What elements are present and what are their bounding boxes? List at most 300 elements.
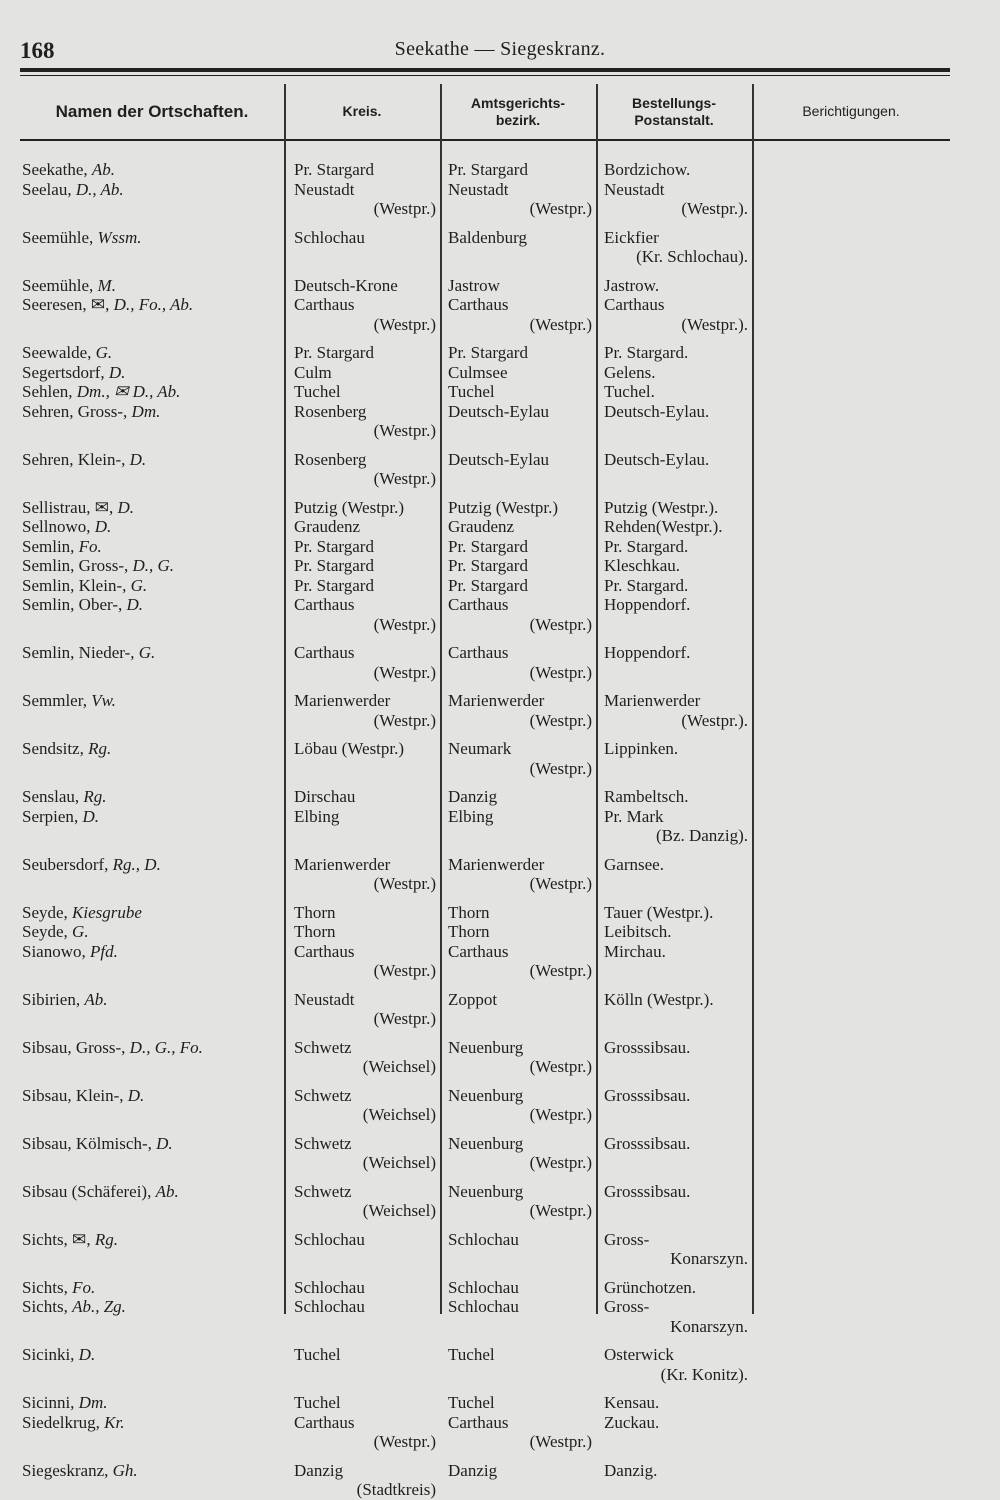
kreis-cell-line: Löbau (Westpr.) xyxy=(294,739,405,758)
postanstalt-cell xyxy=(596,787,752,807)
amtsgericht-cell xyxy=(440,595,596,634)
amtsgericht-cell xyxy=(440,855,596,894)
amtsgericht-cell xyxy=(440,343,596,363)
place-name: Sibsau, Kölmisch- xyxy=(22,1133,148,1153)
place-name: Sichts xyxy=(22,1297,64,1316)
postanstalt-cell-line: Gross- xyxy=(604,1229,650,1249)
postanstalt-cell xyxy=(596,1182,752,1221)
postanstalt-cell xyxy=(596,922,752,942)
place-type: D. xyxy=(82,806,99,826)
amtsgericht-cell-line: Danzig xyxy=(448,1460,498,1480)
postanstalt-cell-line: Konarszyn. xyxy=(670,1316,748,1336)
place-name: Sibsau, Klein- xyxy=(22,1085,120,1105)
amtsgericht-cell-line: (Westpr.) xyxy=(529,1432,592,1451)
place-type: Pfd. xyxy=(90,941,118,961)
amtsgericht-cell-line: Neumark xyxy=(448,739,512,758)
kreis-cell-line: Putzig (Westpr.) xyxy=(294,497,405,517)
postanstalt-cell xyxy=(596,807,752,846)
table-row xyxy=(0,1182,1000,1221)
name-separator: , xyxy=(124,556,133,575)
kreis-cell-line: Carthaus xyxy=(294,295,355,314)
place-name: Seekathe xyxy=(22,160,84,179)
name-separator: , xyxy=(74,787,84,806)
kreis-cell-line: (Westpr.) xyxy=(373,710,436,730)
place-type: M. xyxy=(97,275,116,295)
place-name: Siedelkrug xyxy=(22,1412,96,1432)
amtsgericht-cell xyxy=(440,276,596,296)
place-name: Seelau xyxy=(22,179,68,199)
table-row xyxy=(0,990,1000,1029)
postanstalt-cell-line: Rambeltsch. xyxy=(604,787,689,806)
place-name-cell xyxy=(0,1182,284,1221)
place-name: Sianowo xyxy=(22,941,82,961)
postanstalt-cell xyxy=(596,990,752,1029)
kreis-cell-line: Danzig xyxy=(294,1460,344,1480)
kreis-cell xyxy=(284,180,440,219)
amtsgericht-cell-line: Tuchel xyxy=(448,382,495,401)
kreis-cell xyxy=(284,1393,440,1413)
kreis-cell xyxy=(284,855,440,894)
place-name: Sehlen xyxy=(22,382,69,401)
kreis-cell-line: (Westpr.) xyxy=(373,662,436,682)
table-row xyxy=(0,537,1000,557)
place-type: Rg. xyxy=(94,1229,118,1249)
table-row xyxy=(0,295,1000,334)
amtsgericht-cell xyxy=(440,450,596,489)
place-name: Semlin xyxy=(22,536,71,556)
name-separator: , xyxy=(86,1229,95,1249)
place-type: Ab. xyxy=(84,989,108,1009)
kreis-cell xyxy=(284,295,440,334)
kreis-cell-line: (Weichsel) xyxy=(362,1153,436,1172)
place-type: Dm., ✉ D., Ab. xyxy=(76,382,181,401)
table-row xyxy=(0,160,1000,180)
postanstalt-cell-line: Eickfier xyxy=(604,227,659,247)
place-type: D. xyxy=(117,497,134,517)
postanstalt-cell-line: Deutsch-Eylau. xyxy=(604,401,710,421)
name-separator: , xyxy=(105,295,114,314)
place-name: Sibsau, Gross- xyxy=(22,1037,122,1057)
postanstalt-cell xyxy=(596,1134,752,1173)
table-row xyxy=(0,180,1000,219)
name-separator: , xyxy=(73,806,83,826)
place-name: Seyde xyxy=(22,922,64,941)
place-name: Seubersdorf xyxy=(22,854,105,874)
names-header-label: Namen der Ortschaften. xyxy=(55,102,249,121)
name-separator: , xyxy=(122,575,131,595)
postanstalt-cell xyxy=(596,180,752,219)
kreis-cell xyxy=(284,1230,440,1269)
kreis-cell xyxy=(284,990,440,1029)
amtsgericht-cell xyxy=(440,517,596,537)
amtsgericht-cell-line: (Westpr.) xyxy=(529,1057,592,1076)
place-name: Siegeskranz xyxy=(22,1460,105,1480)
place-name-cell xyxy=(0,595,284,634)
place-name: Sibirien xyxy=(22,989,76,1009)
kreis-cell-line: Tuchel xyxy=(294,1345,341,1364)
postanstalt-cell-line: (Bz. Danzig). xyxy=(655,826,748,845)
name-separator: , xyxy=(108,497,118,517)
postanstalt-cell xyxy=(596,1345,752,1384)
kreis-cell-line: Tuchel xyxy=(294,382,341,401)
amtsgericht-cell-line: Elbing xyxy=(448,806,494,826)
kreis-cell-line: (Westpr.) xyxy=(373,469,436,488)
name-separator: , xyxy=(68,382,77,401)
table-row xyxy=(0,787,1000,807)
place-name: Semlin, Nieder- xyxy=(22,643,131,662)
postanstalt-cell-line: Kölln (Westpr.). xyxy=(604,989,714,1009)
amtsgericht-cell-line: Pr. Stargard xyxy=(448,343,528,362)
table-row xyxy=(0,363,1000,383)
amtsgericht-cell xyxy=(440,807,596,846)
place-name: Senslau xyxy=(22,787,75,806)
amtsgericht-cell-line: Deutsch-Eylau xyxy=(448,401,550,421)
postanstalt-cell-line: (Westpr.). xyxy=(681,314,748,334)
postanstalt-cell xyxy=(596,739,752,778)
postanstalt-cell xyxy=(596,450,752,489)
kreis-cell xyxy=(284,1134,440,1173)
postanstalt-cell-line: Danzig. xyxy=(604,1460,658,1480)
name-separator: , xyxy=(123,401,132,421)
place-name-cell xyxy=(0,1086,284,1125)
kreis-cell-line: Rosenberg xyxy=(294,449,367,469)
running-title: Seekathe — Siegeskranz. xyxy=(394,38,606,60)
postanstalt-cell xyxy=(596,903,752,923)
kreis-cell xyxy=(284,595,440,634)
postanstalt-cell xyxy=(596,295,752,334)
place-type: D., G. xyxy=(132,556,175,575)
amtsgericht-cell-line: Putzig (Westpr.) xyxy=(448,497,559,517)
postanstalt-cell xyxy=(596,343,752,363)
place-name-cell xyxy=(0,1393,284,1413)
place-name: Serpien xyxy=(22,806,74,826)
postanstalt-cell-line: Tauer (Westpr.). xyxy=(604,902,714,922)
name-separator: , xyxy=(79,739,89,758)
postanstalt-cell xyxy=(596,855,752,894)
column-header-amtsgericht xyxy=(440,84,596,139)
amtsgericht-cell-line: Pr. Stargard xyxy=(448,160,528,179)
place-name: Semlin, Ober- xyxy=(22,595,118,614)
place-type: Rg. xyxy=(83,787,107,806)
kreis-cell xyxy=(284,450,440,489)
place-type: Dm. xyxy=(78,1393,108,1412)
postanstalt-cell-line: Rehden(Westpr.). xyxy=(604,517,723,536)
table-row xyxy=(0,1413,1000,1452)
place-type: Rg. xyxy=(88,739,112,758)
postanstalt-cell-line: (Kr. Schlochau). xyxy=(636,247,748,266)
postanstalt-cell-line: Grünchotzen. xyxy=(604,1277,697,1297)
kreis-cell xyxy=(284,276,440,296)
kreis-cell xyxy=(284,556,440,576)
place-name-cell xyxy=(0,922,284,942)
amtsgericht-cell-line: Graudenz xyxy=(448,517,515,536)
place-name: Seeresen, ✉ xyxy=(22,295,106,314)
postanstalt-cell-line: Pr. Stargard. xyxy=(604,343,689,362)
place-type: Ab., Zg. xyxy=(72,1297,126,1316)
amtsgericht-cell xyxy=(440,1413,596,1452)
amtsgericht-cell-line: Marienwerder xyxy=(448,854,545,874)
postanstalt-cell xyxy=(596,1038,752,1077)
amtsgericht-cell-line: Neuenburg xyxy=(448,1181,524,1201)
place-type: Vw. xyxy=(91,691,116,710)
amtsgericht-cell xyxy=(440,1038,596,1077)
place-name-cell xyxy=(0,942,284,981)
amtsgericht-cell xyxy=(440,1345,596,1384)
table-row xyxy=(0,691,1000,730)
name-separator: , xyxy=(104,1460,113,1480)
amtsgericht-cell xyxy=(440,576,596,596)
postanstalt-cell-line: Carthaus xyxy=(604,295,665,314)
kreis-cell-line: Carthaus xyxy=(294,1412,355,1432)
post-header-line2: Postanstalt. xyxy=(634,111,714,128)
place-name-cell xyxy=(0,903,284,923)
amts-header-line1: Amtsgerichts- xyxy=(470,94,566,111)
name-separator: , xyxy=(119,1085,128,1105)
kreis-cell-line: Graudenz xyxy=(294,517,361,536)
amtsgericht-cell xyxy=(440,537,596,557)
kreis-cell xyxy=(284,1345,440,1384)
directory-table-body xyxy=(0,160,1000,1500)
postanstalt-cell-line: Pr. Stargard. xyxy=(604,536,689,556)
postanstalt-cell-line: Marienwerder xyxy=(604,691,701,710)
kreis-cell-line: (Westpr.) xyxy=(373,1009,436,1028)
place-name: Sendsitz xyxy=(22,739,80,758)
amtsgericht-cell xyxy=(440,691,596,730)
place-name: Semlin, Gross- xyxy=(22,556,124,575)
place-type: Kr. xyxy=(104,1412,125,1432)
kreis-cell-line: Rosenberg xyxy=(294,401,367,421)
table-row xyxy=(0,595,1000,634)
kreis-cell-line: Neustadt xyxy=(294,179,355,199)
amtsgericht-cell-line: Carthaus xyxy=(448,595,509,614)
place-name-cell xyxy=(0,807,284,846)
postanstalt-cell-line: Neustadt xyxy=(604,179,665,199)
amtsgericht-cell xyxy=(440,1393,596,1413)
name-separator: , xyxy=(63,902,73,922)
kreis-cell-line: Tuchel xyxy=(294,1393,341,1412)
postanstalt-cell xyxy=(596,228,752,267)
amtsgericht-cell-line: (Westpr.) xyxy=(529,1153,592,1172)
kreis-cell xyxy=(284,903,440,923)
postanstalt-cell xyxy=(596,595,752,634)
postanstalt-cell-line: Gelens. xyxy=(604,362,656,382)
kreis-cell-line: Dirschau xyxy=(294,787,356,806)
amtsgericht-cell-line: Thorn xyxy=(448,902,490,922)
table-row xyxy=(0,343,1000,363)
kreis-cell xyxy=(284,576,440,596)
place-name: Semlin, Klein- xyxy=(22,575,123,595)
kreis-cell-line: Schwetz xyxy=(294,1037,352,1057)
table-row xyxy=(0,855,1000,894)
postanstalt-cell-line: Bordzichow. xyxy=(604,160,691,179)
table-row xyxy=(0,276,1000,296)
amtsgericht-cell-line: Pr. Stargard xyxy=(448,575,528,595)
amtsgericht-cell-line: Thorn xyxy=(448,922,490,941)
postanstalt-cell-line: Deutsch-Eylau. xyxy=(604,449,710,469)
amtsgericht-cell xyxy=(440,1461,596,1500)
top-thin-rule xyxy=(20,75,950,76)
name-separator: , xyxy=(147,1133,157,1153)
ber-header-label: Berichtigungen. xyxy=(802,103,900,119)
name-separator: , xyxy=(95,1412,105,1432)
place-type: Dm. xyxy=(131,401,161,421)
amtsgericht-cell-line: Deutsch-Eylau xyxy=(448,449,550,469)
kreis-cell xyxy=(284,1086,440,1125)
amtsgericht-cell xyxy=(440,160,596,180)
postanstalt-cell-line: Pr. Stargard. xyxy=(604,575,689,595)
name-separator: , xyxy=(70,536,79,556)
amtsgericht-cell-line: (Westpr.) xyxy=(529,662,592,682)
amtsgericht-cell xyxy=(440,922,596,942)
amtsgericht-cell-line: Schlochau xyxy=(448,1297,519,1316)
postanstalt-cell-line: Konarszyn. xyxy=(670,1249,748,1268)
kreis-cell-line: Pr. Stargard xyxy=(294,343,374,362)
name-separator: , xyxy=(63,1297,73,1316)
place-name-cell xyxy=(0,295,284,334)
column-header-berichtigungen xyxy=(752,84,950,139)
postanstalt-cell-line: Putzig (Westpr.). xyxy=(604,497,719,517)
place-type: Kiesgrube xyxy=(72,902,142,922)
table-row xyxy=(0,576,1000,596)
kreis-cell xyxy=(284,787,440,807)
place-name: Sicinki xyxy=(22,1345,71,1364)
kreis-cell-line: (Westpr.) xyxy=(373,874,436,893)
kreis-cell-line: (Westpr.) xyxy=(373,314,436,334)
table-row xyxy=(0,402,1000,441)
kreis-cell xyxy=(284,739,440,778)
amtsgericht-cell xyxy=(440,1086,596,1125)
table-row xyxy=(0,517,1000,537)
postanstalt-cell-line: Kensau. xyxy=(604,1393,660,1412)
postanstalt-cell xyxy=(596,643,752,682)
amts-header-line2: bezirk. xyxy=(495,111,541,128)
amtsgericht-cell-line: Pr. Stargard xyxy=(448,556,528,575)
kreis-cell xyxy=(284,922,440,942)
place-name-cell xyxy=(0,556,284,576)
place-name-cell xyxy=(0,787,284,807)
table-row xyxy=(0,228,1000,267)
kreis-cell-line: Pr. Stargard xyxy=(294,575,374,595)
table-row xyxy=(0,643,1000,682)
kreis-cell-line: (Westpr.) xyxy=(373,614,436,634)
amtsgericht-cell-line: (Westpr.) xyxy=(529,614,592,634)
column-header-postanstalt xyxy=(596,84,752,139)
postanstalt-cell xyxy=(596,1230,752,1269)
amtsgericht-cell xyxy=(440,1134,596,1173)
table-row xyxy=(0,1230,1000,1269)
amtsgericht-cell xyxy=(440,787,596,807)
place-name: Sicinni xyxy=(22,1393,71,1412)
place-name-cell xyxy=(0,1134,284,1173)
amtsgericht-cell-line: Pr. Stargard xyxy=(448,536,528,556)
amtsgericht-cell-line: Carthaus xyxy=(448,941,509,961)
place-name-cell xyxy=(0,382,284,402)
postanstalt-cell xyxy=(596,276,752,296)
amtsgericht-cell xyxy=(440,739,596,778)
place-name-cell xyxy=(0,498,284,518)
amtsgericht-cell xyxy=(440,180,596,219)
amtsgericht-cell-line: Danzig xyxy=(448,787,498,806)
kreis-cell-line: (Weichsel) xyxy=(362,1057,436,1076)
place-name: Sehren, Klein- xyxy=(22,449,122,469)
amtsgericht-cell xyxy=(440,1278,596,1298)
postanstalt-cell-line: Lippinken. xyxy=(604,739,679,758)
kreis-cell-line: Schlochau xyxy=(294,1277,365,1297)
amtsgericht-cell-line: Carthaus xyxy=(448,295,509,314)
postanstalt-cell xyxy=(596,517,752,537)
post-header-line1: Bestellungs- xyxy=(631,94,716,111)
postanstalt-cell xyxy=(596,537,752,557)
place-type: D., Ab. xyxy=(75,179,124,199)
amtsgericht-cell xyxy=(440,942,596,981)
place-name: Sichts xyxy=(22,1277,64,1297)
place-type: D. xyxy=(127,1085,145,1105)
postanstalt-cell-line: Zuckau. xyxy=(604,1412,660,1432)
kreis-cell xyxy=(284,382,440,402)
amtsgericht-cell-line: (Westpr.) xyxy=(529,710,592,730)
name-separator: , xyxy=(89,275,98,295)
table-row xyxy=(0,1461,1000,1500)
place-name-cell xyxy=(0,1230,284,1269)
postanstalt-cell-line: (Westpr.). xyxy=(681,710,748,730)
place-name: Sichts, ✉ xyxy=(22,1229,87,1249)
amtsgericht-cell xyxy=(440,990,596,1029)
postanstalt-cell xyxy=(596,576,752,596)
place-type: D. xyxy=(108,362,126,382)
postanstalt-cell-line: (Westpr.). xyxy=(681,199,748,218)
place-type: G. xyxy=(72,922,89,941)
amtsgericht-cell-line: (Westpr.) xyxy=(529,199,592,218)
postanstalt-cell-line: Kleschkau. xyxy=(604,556,681,575)
amtsgericht-cell xyxy=(440,643,596,682)
kreis-cell xyxy=(284,402,440,441)
postanstalt-cell-line: (Kr. Konitz). xyxy=(660,1364,748,1384)
table-row xyxy=(0,498,1000,518)
kreis-cell-line: Pr. Stargard xyxy=(294,556,374,575)
place-name-cell xyxy=(0,855,284,894)
place-name: Seewalde xyxy=(22,343,88,362)
postanstalt-cell-line: Hoppendorf. xyxy=(604,643,691,662)
amtsgericht-cell-line: Schlochau xyxy=(448,1277,519,1297)
kreis-cell-line: (Westpr.) xyxy=(373,1432,436,1451)
place-type: Fo. xyxy=(72,1277,96,1297)
table-row xyxy=(0,1393,1000,1413)
amtsgericht-cell-line: (Westpr.) xyxy=(529,758,592,778)
kreis-cell-line: (Stadtkreis) xyxy=(356,1480,436,1499)
amtsgericht-cell-line: Marienwerder xyxy=(448,691,545,710)
amtsgericht-cell xyxy=(440,903,596,923)
name-separator: , xyxy=(82,691,92,710)
amtsgericht-cell-line: Neuenburg xyxy=(448,1085,524,1105)
place-name: Seemühle xyxy=(22,275,90,295)
kreis-cell-line: Schwetz xyxy=(294,1181,352,1201)
place-name: Sehren, Gross- xyxy=(22,401,124,421)
name-separator: , xyxy=(63,922,73,941)
table-row xyxy=(0,556,1000,576)
kreis-cell xyxy=(284,691,440,730)
place-name-cell xyxy=(0,276,284,296)
header-bottom-rule xyxy=(20,139,950,141)
name-separator: , xyxy=(130,643,139,662)
kreis-cell xyxy=(284,228,440,267)
amtsgericht-cell-line: Neuenburg xyxy=(448,1133,524,1153)
table-row xyxy=(0,807,1000,846)
kreis-cell xyxy=(284,1461,440,1500)
kreis-cell-line: (Westpr.) xyxy=(373,199,436,218)
kreis-cell xyxy=(284,160,440,180)
name-separator: , xyxy=(87,343,96,362)
place-name-cell xyxy=(0,691,284,730)
